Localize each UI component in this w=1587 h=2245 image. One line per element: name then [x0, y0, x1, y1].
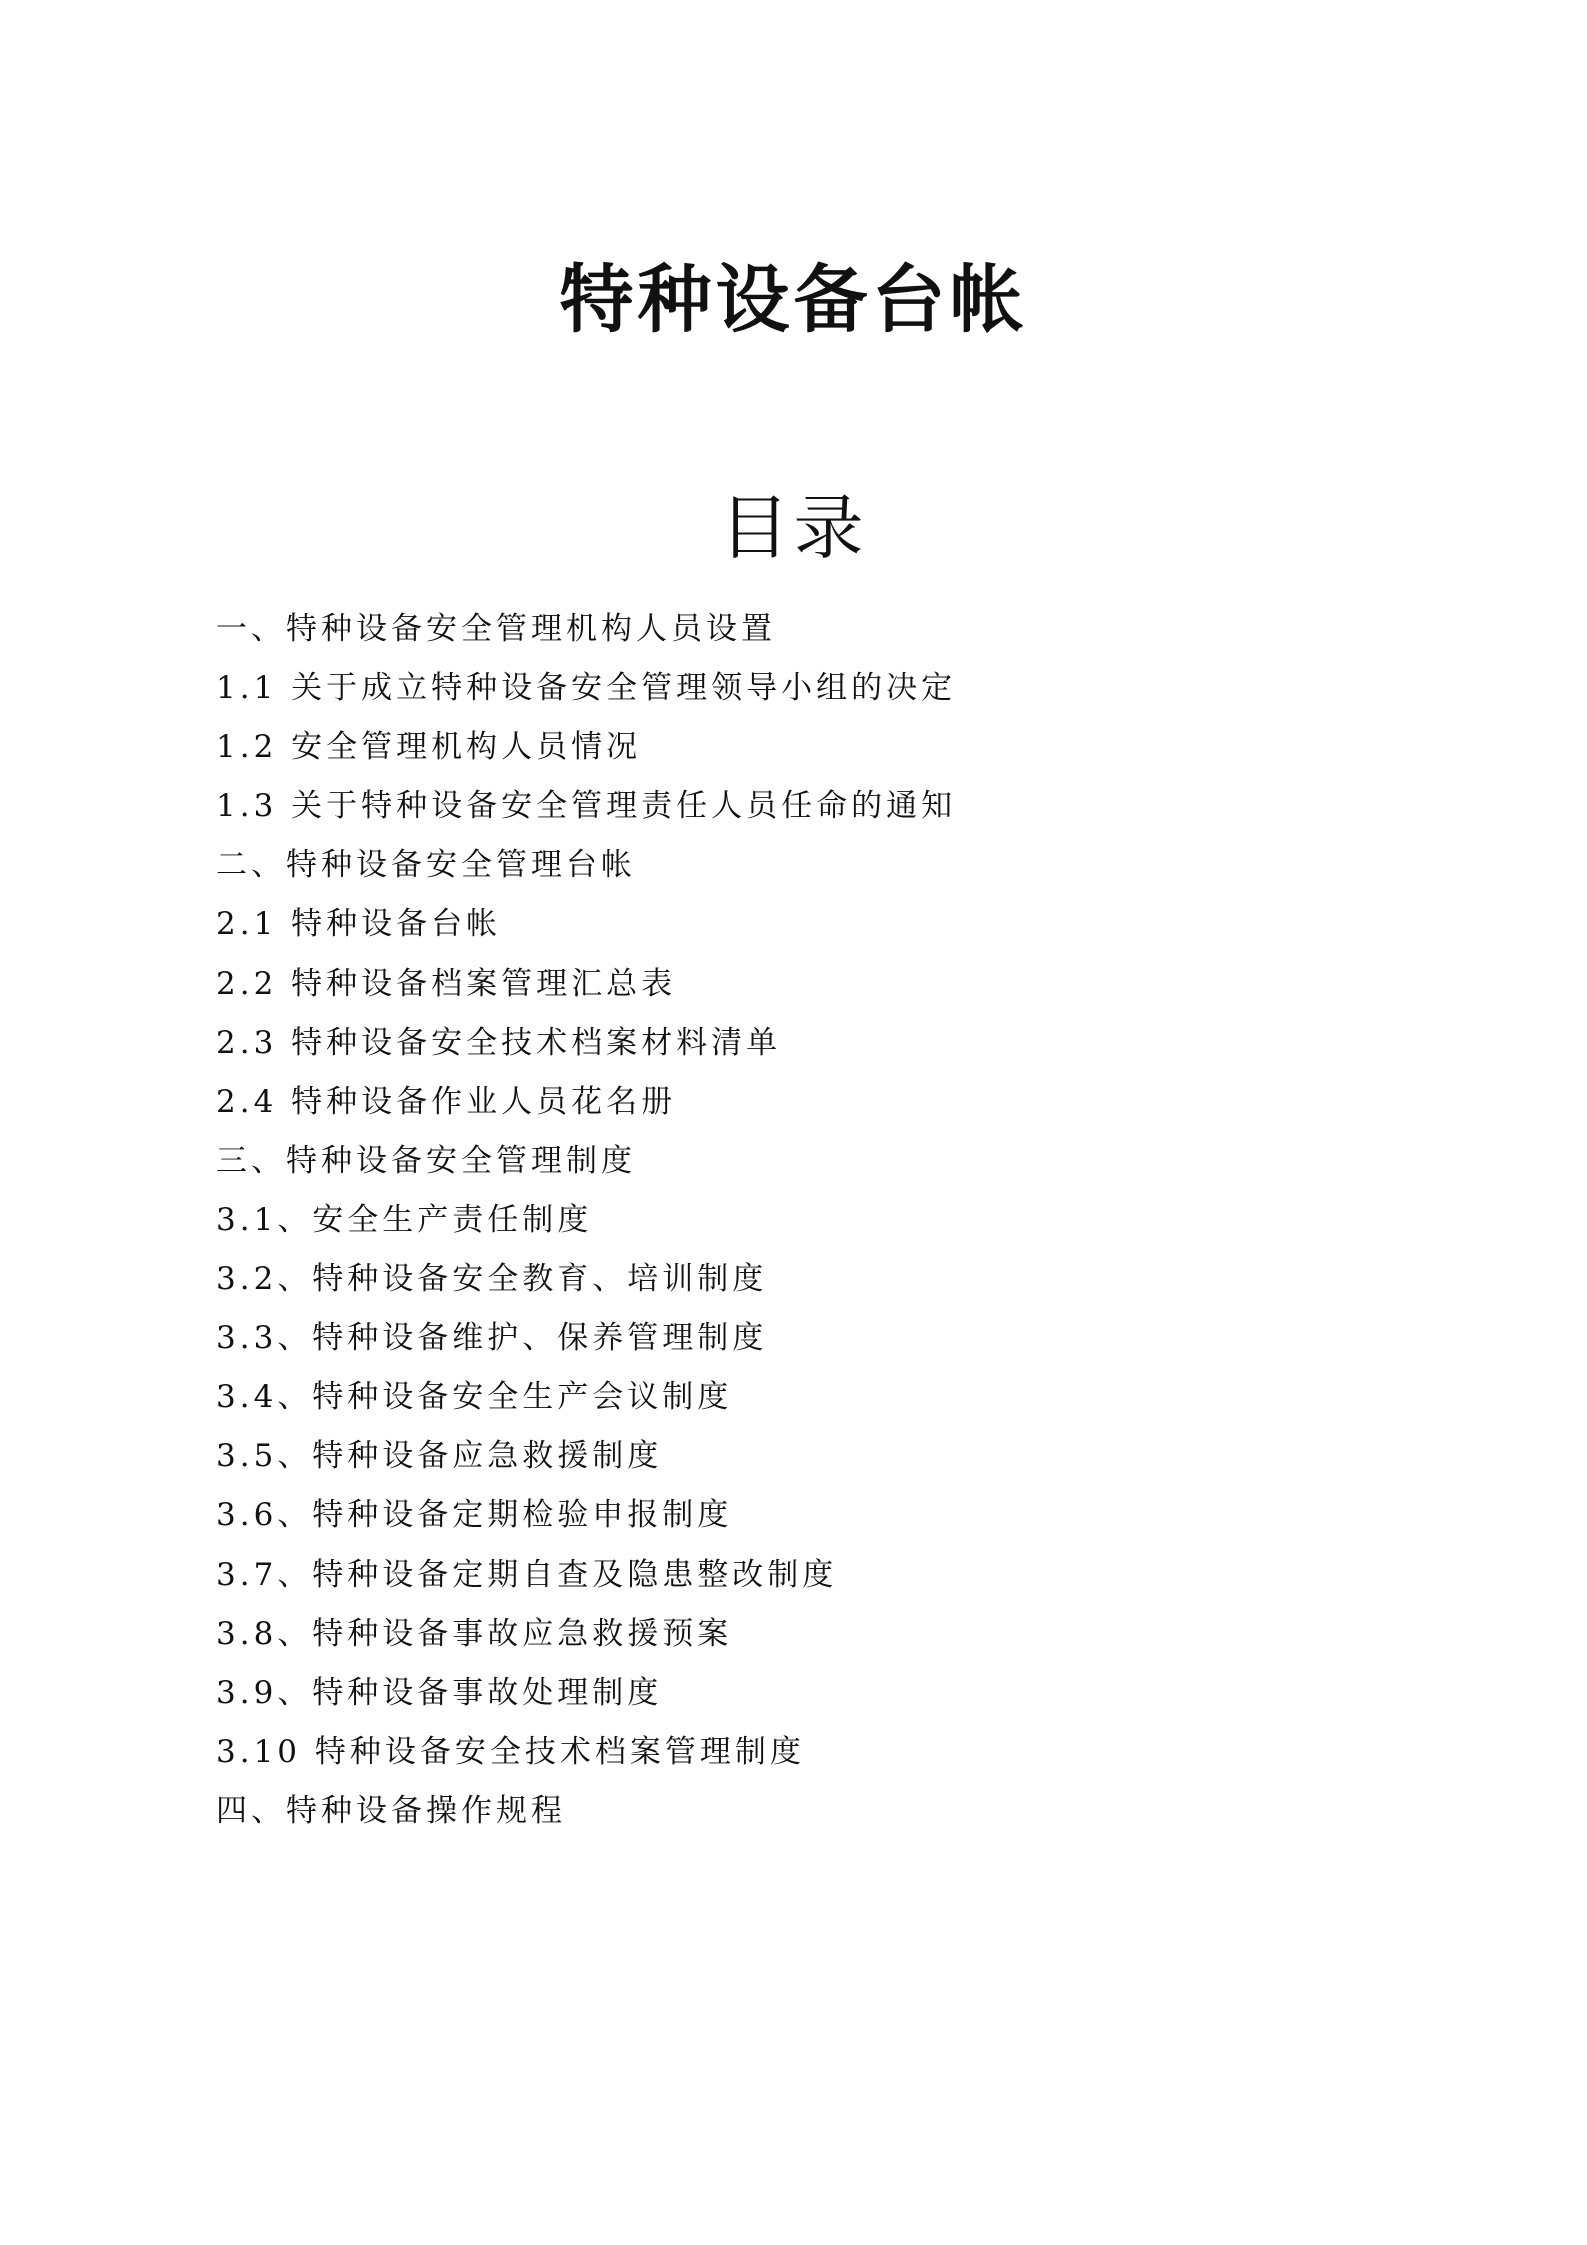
toc-item: 3.5、特种设备应急救援制度 [216, 1438, 663, 1475]
toc-item: 3.7、特种设备定期自查及隐患整改制度 [216, 1556, 838, 1593]
toc-item: 3.6、特种设备定期检验申报制度 [216, 1497, 733, 1534]
toc-item: 一、特种设备安全管理机构人员设置 [216, 611, 776, 647]
toc-item: 2.3 特种设备安全技术档案材料清单 [216, 1024, 782, 1061]
toc-item: 3.10 特种设备安全技术档案管理制度 [216, 1733, 805, 1770]
document-title: 特种设备台帐 [559, 257, 1028, 343]
toc-item: 3.1、安全生产责任制度 [216, 1201, 593, 1238]
toc-heading: 目录 [719, 487, 868, 569]
toc-item: 三、特种设备安全管理制度 [216, 1142, 636, 1179]
toc-item: 1.2 安全管理机构人员情况 [216, 729, 642, 766]
toc-item: 3.4、特种设备安全生产会议制度 [216, 1379, 733, 1416]
toc-item: 1.3 关于特种设备安全管理责任人员任命的通知 [216, 788, 957, 825]
table-of-contents [216, 600, 1416, 1841]
toc-item: 3.2、特种设备安全教育、培训制度 [216, 1261, 768, 1298]
toc-item: 1.1 关于成立特种设备安全管理领导小组的决定 [216, 670, 957, 707]
toc-item: 2.4 特种设备作业人员花名册 [216, 1083, 677, 1120]
toc-item: 3.3、特种设备维护、保养管理制度 [216, 1320, 768, 1357]
toc-item: 2.1 特种设备台帐 [216, 906, 502, 943]
toc-item: 2.2 特种设备档案管理汇总表 [216, 965, 677, 1002]
toc-item: 3.8、特种设备事故应急救援预案 [216, 1615, 733, 1652]
toc-item: 二、特种设备安全管理台帐 [216, 847, 636, 884]
toc-item: 3.9、特种设备事故处理制度 [216, 1674, 663, 1711]
toc-item: 四、特种设备操作规程 [216, 1792, 566, 1829]
